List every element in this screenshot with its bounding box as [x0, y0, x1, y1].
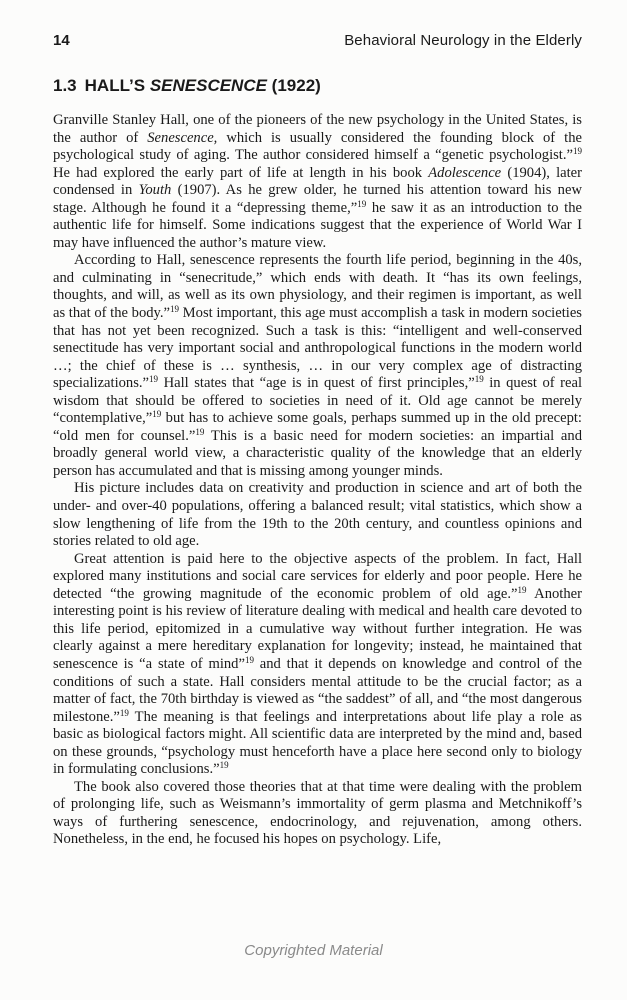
text-segment: and that it depends on knowledge and control of the conditions of such a state. Hall considers mental attitude to be the crucial factor; as a matter of fact, the 70th birthday is viewed as “the saddest” of all, and “the most dangerous milestone.”	[53, 655, 582, 725]
section-number: 1.3	[53, 76, 77, 95]
text-segment: Hall states that “age is in quest of first principles,”	[158, 375, 475, 392]
text-segment: According to Hall, senescence represents the fourth life period, beginning in the 40s, and culminating in “senecritude,” which ends with death. It “has its own feelings, thoughts, and will, as well as its own physiology, and their regimen is important, as well as that of the body.”	[53, 252, 582, 322]
text-segment: His picture includes data on creativity and production in science and art of both the under- and over-40 populations, offering a balanced result; vital statistics, which show a slow lengthening of life from the 19th to the 20th century, and countless opinions and stories related to old age.	[53, 480, 582, 550]
body-paragraph	[53, 480, 582, 550]
italic-text: Youth	[138, 182, 172, 199]
section-title-italic: SENESCENCE	[149, 76, 267, 95]
citation-superscript: 19	[474, 374, 484, 385]
body-paragraph	[53, 112, 582, 252]
body-paragraph	[53, 779, 582, 849]
text-segment: Most important, this age must accomplish a task in modern societies that has not yet been recognized. Such a task is this: “intelligent and well-conserved senectitude has very important social and anthropological functions in the modern world …; the chief of these is … synthesis, … in our very complex age of distracting specializations.”	[53, 305, 582, 392]
citation-superscript: 19	[219, 760, 229, 771]
citation-superscript: 19	[119, 707, 129, 718]
text-segment: in quest of real wisdom that should be offered to societies in need of it. Old age cannot be merely “contemplative,”	[53, 375, 583, 427]
citation-superscript: 19	[357, 198, 367, 209]
text-segment: which is usually considered the founding block of the psychological study of aging. The author considered himself a “genetic psychologist.”	[53, 129, 582, 164]
copyright-watermark: Copyrighted Material	[244, 942, 383, 959]
text-segment: He had explored the early part of life at length in his book	[53, 164, 429, 181]
section-title-prefix: HALL’S	[84, 76, 150, 95]
citation-superscript: 19	[195, 426, 205, 437]
italic-text: Adolescence	[428, 164, 502, 181]
italic-text: Senescence,	[147, 129, 218, 146]
page-number: 14	[53, 32, 70, 49]
book-title: Behavioral Neurology in the Elderly	[344, 32, 582, 49]
citation-superscript: 19	[170, 304, 180, 315]
text-segment: Granville Stanley Hall, one of the pioneers of the new psychology in the United States, is the author of	[53, 112, 582, 146]
running-head	[53, 32, 582, 52]
body-paragraph	[53, 252, 582, 480]
text-segment: (1907). As he grew older, he turned his attention toward his new stage. Although he found it a “depressing theme,”	[53, 182, 582, 216]
text-segment: Great attention is paid here to the objective aspects of the problem. In fact, Hall explored many institutions and social care services for elderly and poor people. Here he detected “the growing magnitude of the economic problem of old age.”	[53, 550, 582, 602]
text-segment: but has to achieve some goals, perhaps summed up in the old precept: “old men for counsel.”	[53, 410, 582, 444]
text-segment: (1904), later condensed in	[53, 164, 582, 199]
section-title-suffix: (1922)	[266, 76, 321, 95]
body-text	[53, 112, 582, 849]
body-paragraph	[53, 551, 582, 779]
text-segment: Another interesting point is his review of literature dealing with medical and health care devoted to this life period, epitomized in a cumulative way without further integration. He was clearly against a mere hereditary explanation for longevity; instead, he maintained that senescence is “a state of mind”	[53, 585, 582, 672]
citation-superscript: 19	[517, 584, 527, 595]
citation-superscript: 19	[244, 654, 254, 665]
citation-superscript: 19	[573, 146, 582, 157]
text-segment: This is a basic need for modern societies: an impartial and broadly general world view, a characteristic quality of the knowledge that an elderly person has accumulated and that is missing among younger minds.	[53, 427, 582, 479]
text-segment: The meaning is that feelings and interpretations about life play a role as basic as biological factors might. All scientific data are interpreted by the mind and, based on these grounds, “psychology must henceforth have a place here second only to biology in formulating conclusions.”	[53, 708, 582, 778]
citation-superscript: 19	[152, 409, 162, 420]
citation-superscript: 19	[149, 374, 159, 385]
text-segment: The book also covered those theories that at that time were dealing with the problem of prolonging life, such as Weismann’s immortality of germ plasma and Metchnikoff’s ways of furthering senescence, endocrinology, and rejuvenation, among others. Nonetheless, in the end, he focused his hopes on psychology. Life,	[53, 778, 582, 848]
text-segment: he saw it as an introduction to the authentic life for himself. Some indications suggest that the experience of World War I may have influenced the author’s mature view.	[53, 199, 583, 251]
section-heading	[53, 76, 582, 96]
